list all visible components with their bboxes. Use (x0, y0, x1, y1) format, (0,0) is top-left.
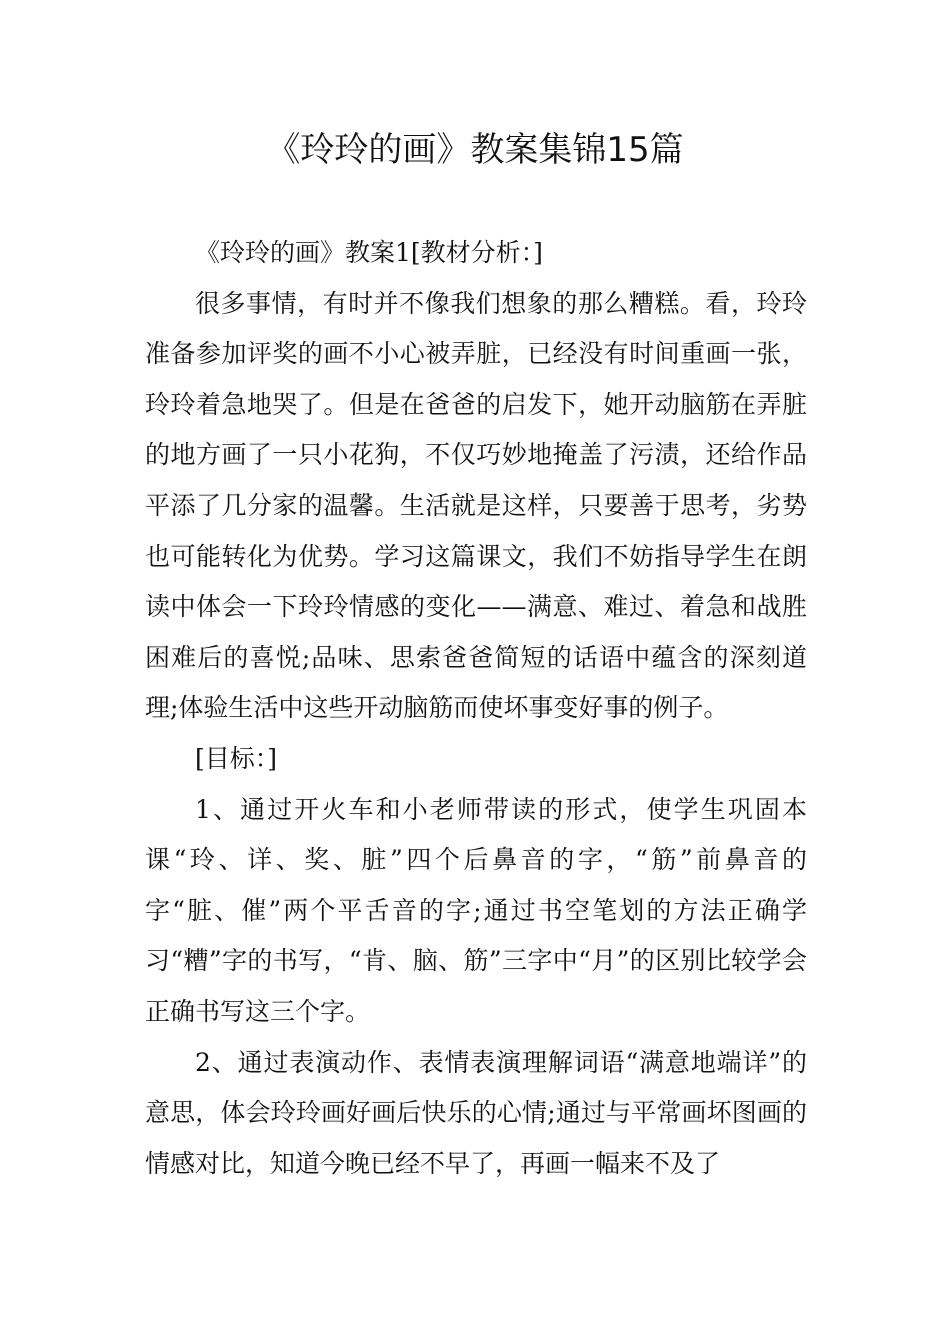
paragraph-material-analysis: 很多事情，有时并不像我们想象的那么糟糕。看，玲玲准备参加评奖的画不小心被弄脏，已经没有时间重画一张，玲玲着急地哭了。但是在爸爸的启发下，她开动脑筋在弄脏的地方画了一只小花狗，不仅巧妙地掩盖了污渍，还给作品平添了几分家的温馨。生活就是这样，只要善于思考，劣势也可能转化为优势。学习这篇课文，我们不妨指导学生在朗读中体会一下玲玲情感的变化——满意、难过、着急和战胜困难后的喜悦;品味、思索爸爸简短的话语中蕴含的深刻道理;体验生活中这些开动脑筋而使坏事变好事的例子。 (145, 288, 807, 723)
document-title: 《玲玲的画》教案集锦15篇 (266, 130, 684, 170)
document-body (145, 228, 807, 1189)
paragraph-objective-2: 2、通过表演动作、表情表演理解词语“满意地端详”的意思，体会玲玲画好画后快乐的心情;通过与平常画坏图画的情感对比，知道今晚已经不早了，再画一幅来不及了 (145, 1047, 807, 1178)
paragraph-objective-1: 1、通过开火车和小老师带读的形式，使学生巩固本课“玲、详、奖、脏”四个后鼻音的字，“筋”前鼻音的字“脏、催”两个平舌音的字;通过书空笔划的方法正确学习“糟”字的书写，“肯、脑、筋”三字中“月”的区别比较学会正确书写这三个字。 (145, 794, 807, 1026)
paragraph-lesson-heading: 《玲玲的画》教案1[教材分析：] (195, 238, 543, 267)
paragraph-objectives-heading: [目标：] (195, 743, 278, 773)
